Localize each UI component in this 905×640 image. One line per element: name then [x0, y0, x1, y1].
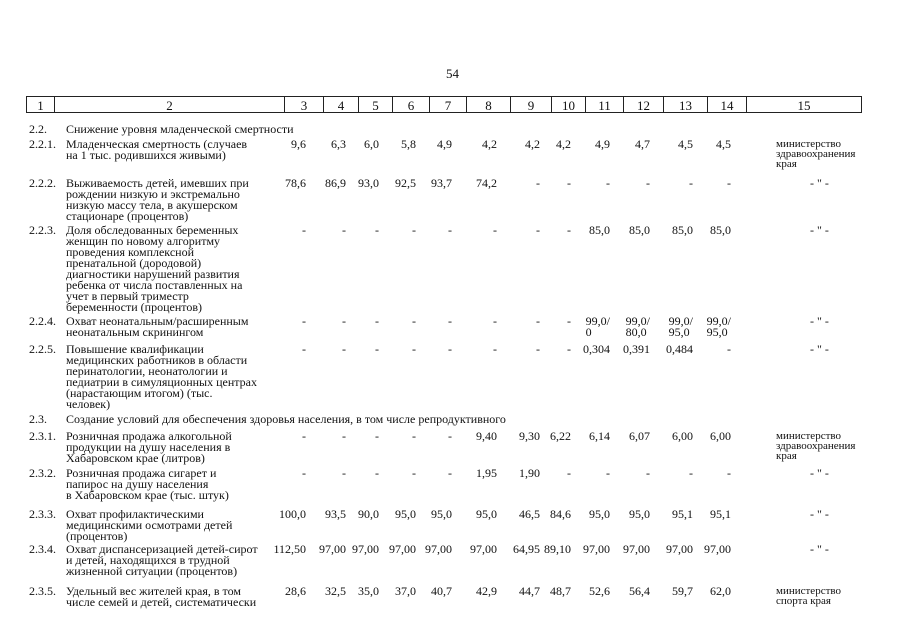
header-cell-6: 6 — [392, 96, 430, 113]
value-cell: 93,5 — [325, 507, 346, 521]
page-number: 54 — [446, 66, 459, 81]
header-cell-7: 7 — [429, 96, 467, 113]
row-number: 2.3. — [29, 412, 47, 426]
value-cell: 85,0 — [589, 223, 610, 237]
indicator-name: Охват профилактическими медицинскими осмотрами детей (процентов) — [66, 507, 233, 543]
header-cell-10: 10 — [551, 96, 586, 113]
value-cell: - — [606, 176, 610, 190]
value-cell: 9,30 — [519, 429, 540, 443]
value-cell: - — [375, 223, 379, 237]
row-number: 2.2. — [29, 122, 47, 136]
responsible-org: - " - — [810, 223, 829, 237]
value-cell: 95,0 — [431, 507, 452, 521]
value-cell: - — [302, 342, 306, 356]
value-cell: - — [302, 314, 306, 328]
value-cell: 4,5 — [678, 137, 693, 151]
value-cell: - — [727, 176, 731, 190]
row-number: 2.3.3. — [29, 507, 56, 521]
value-cell: 85,0 — [672, 223, 693, 237]
row-number: 2.2.1. — [29, 137, 56, 151]
header-cell-12: 12 — [623, 96, 664, 113]
value-cell: - — [493, 223, 497, 237]
header-cell-15: 15 — [746, 96, 862, 113]
value-cell: 6,3 — [331, 137, 346, 151]
value-cell: - — [375, 314, 379, 328]
value-cell: - — [727, 466, 731, 480]
header-cell-14: 14 — [707, 96, 747, 113]
responsible-org: министерство здравоохранения края — [776, 430, 856, 462]
value-cell: 42,9 — [476, 584, 497, 598]
value-cell: 100,0 — [279, 507, 306, 521]
indicator-name: Розничная продажа сигарет и папирос на душу населения в Хабаровском крае (тыс. штук) — [66, 466, 229, 502]
indicator-name: Младенческая смертность (случаев на 1 тыс. родившихся живыми) — [66, 137, 248, 162]
value-cell: - — [302, 466, 306, 480]
value-cell: 95,0 — [395, 507, 416, 521]
value-cell: 95,0 — [629, 507, 650, 521]
value-cell: 0,484 — [666, 342, 693, 356]
responsible-org: - " - — [810, 507, 829, 521]
table-header — [27, 96, 862, 114]
value-cell: 99,0/ 95,0 — [668, 314, 693, 339]
header-cell-1: 1 — [26, 96, 55, 113]
value-cell: 85,0 — [629, 223, 650, 237]
value-cell: 35,0 — [358, 584, 379, 598]
value-cell: - — [689, 176, 693, 190]
value-cell: 99,0/ 95,0 — [706, 314, 731, 339]
value-cell: 6,22 — [550, 429, 571, 443]
value-cell: - — [342, 342, 346, 356]
value-cell: - — [567, 314, 571, 328]
value-cell: - — [448, 342, 452, 356]
indicator-name: Охват диспансеризацией детей-сирот и детей, находящихся в трудной жизненной ситуации (процентов) — [66, 542, 258, 578]
value-cell: 5,8 — [401, 137, 416, 151]
value-cell: 56,4 — [629, 584, 650, 598]
indicator-name: Розничная продажа алкогольной продукции на душу населения в Хабаровском крае (литров) — [66, 429, 232, 465]
value-cell: - — [412, 429, 416, 443]
value-cell: 4,2 — [556, 137, 571, 151]
indicator-name: Удельный вес жителей края, в том числе семей и детей, систематически — [66, 584, 257, 609]
value-cell: 112,50 — [273, 542, 306, 556]
value-cell: - — [646, 176, 650, 190]
value-cell: 95,1 — [710, 507, 731, 521]
value-cell: 9,40 — [476, 429, 497, 443]
value-cell: 4,5 — [716, 137, 731, 151]
value-cell: - — [646, 466, 650, 480]
value-cell: 97,00 — [352, 542, 379, 556]
value-cell: 99,0/ 0 — [585, 314, 610, 339]
value-cell: 0,391 — [623, 342, 650, 356]
value-cell: - — [606, 466, 610, 480]
responsible-org: - " - — [810, 176, 829, 190]
value-cell: - — [567, 466, 571, 480]
value-cell: - — [448, 223, 452, 237]
value-cell: 97,00 — [470, 542, 497, 556]
value-cell: 97,00 — [704, 542, 731, 556]
header-cell-13: 13 — [663, 96, 708, 113]
value-cell: 95,0 — [476, 507, 497, 521]
value-cell: 85,0 — [710, 223, 731, 237]
row-number: 2.3.5. — [29, 584, 56, 598]
value-cell: 6,0 — [364, 137, 379, 151]
value-cell: 84,6 — [550, 507, 571, 521]
responsible-org: - " - — [810, 314, 829, 328]
section-title: Создание условий для обеспечения здоровья населения, в том числе репродуктивного — [66, 412, 506, 426]
value-cell: 48,7 — [550, 584, 571, 598]
value-cell: 4,2 — [482, 137, 497, 151]
header-cell-2: 2 — [54, 96, 285, 113]
value-cell: 6,00 — [710, 429, 731, 443]
value-cell: - — [536, 176, 540, 190]
value-cell: 95,0 — [589, 507, 610, 521]
value-cell: - — [536, 223, 540, 237]
value-cell: 4,9 — [437, 137, 452, 151]
value-cell: - — [342, 429, 346, 443]
indicator-name: Повышение квалификации медицинских работников в области перинатологии, неонатологии и педиатрии в симуляционных центрах (нарастающим итогом) (тыс. человек) — [66, 342, 257, 411]
indicator-name: Доля обследованных беременных женщин по новому алгоритму проведения комплексной пренатальной (дородовой) диагностики нарушений развития ребенка от числа поставленных на учет в первый триместр беременности (процентов) — [66, 223, 243, 314]
value-cell: 28,6 — [285, 584, 306, 598]
value-cell: 90,0 — [358, 507, 379, 521]
header-cell-11: 11 — [585, 96, 624, 113]
row-number: 2.3.1. — [29, 429, 56, 443]
section-title: Снижение уровня младенческой смертности — [66, 122, 294, 136]
header-cell-4: 4 — [323, 96, 359, 113]
value-cell: 40,7 — [431, 584, 452, 598]
value-cell: 46,5 — [519, 507, 540, 521]
value-cell: 97,00 — [623, 542, 650, 556]
value-cell: 1,90 — [519, 466, 540, 480]
value-cell: 6,14 — [589, 429, 610, 443]
value-cell: 97,00 — [319, 542, 346, 556]
value-cell: 59,7 — [672, 584, 693, 598]
value-cell: 97,00 — [666, 542, 693, 556]
value-cell: - — [493, 342, 497, 356]
value-cell: 64,95 — [513, 542, 540, 556]
header-cell-9: 9 — [510, 96, 552, 113]
value-cell: 95,1 — [672, 507, 693, 521]
value-cell: - — [342, 314, 346, 328]
value-cell: 86,9 — [325, 176, 346, 190]
value-cell: - — [412, 314, 416, 328]
value-cell: 6,00 — [672, 429, 693, 443]
indicator-name: Выживаемость детей, имевших при рождении низкую и экстремально низкую массу тела, в акушерском стационаре (процентов) — [66, 176, 249, 223]
value-cell: - — [375, 429, 379, 443]
value-cell: 97,00 — [583, 542, 610, 556]
value-cell: - — [412, 342, 416, 356]
value-cell: - — [302, 223, 306, 237]
value-cell: - — [448, 314, 452, 328]
header-cell-8: 8 — [466, 96, 511, 113]
value-cell: - — [567, 176, 571, 190]
value-cell: - — [727, 342, 731, 356]
row-number: 2.2.3. — [29, 223, 56, 237]
row-number: 2.2.5. — [29, 342, 56, 356]
value-cell: 9,6 — [291, 137, 306, 151]
value-cell: 4,9 — [595, 137, 610, 151]
value-cell: - — [448, 429, 452, 443]
value-cell: 97,00 — [425, 542, 452, 556]
value-cell: 78,6 — [285, 176, 306, 190]
responsible-org: министерство спорта края — [776, 585, 842, 607]
value-cell: - — [448, 466, 452, 480]
value-cell: - — [412, 223, 416, 237]
value-cell: - — [412, 466, 416, 480]
value-cell: - — [302, 429, 306, 443]
value-cell: - — [342, 466, 346, 480]
value-cell: 4,2 — [525, 137, 540, 151]
value-cell: 32,5 — [325, 584, 346, 598]
value-cell: 37,0 — [395, 584, 416, 598]
responsible-org: министерство здравоохранения края — [776, 138, 856, 170]
row-number: 2.3.4. — [29, 542, 56, 556]
value-cell: 97,00 — [389, 542, 416, 556]
value-cell: 93,0 — [358, 176, 379, 190]
value-cell: - — [567, 342, 571, 356]
value-cell: - — [375, 342, 379, 356]
value-cell: - — [567, 223, 571, 237]
value-cell: 4,7 — [635, 137, 650, 151]
value-cell: - — [536, 314, 540, 328]
value-cell: 92,5 — [395, 176, 416, 190]
row-number: 2.2.2. — [29, 176, 56, 190]
value-cell: - — [342, 223, 346, 237]
header-cell-3: 3 — [284, 96, 324, 113]
responsible-org: - " - — [810, 342, 829, 356]
value-cell: 52,6 — [589, 584, 610, 598]
value-cell: 6,07 — [629, 429, 650, 443]
value-cell: 99,0/ 80,0 — [625, 314, 650, 339]
value-cell: - — [375, 466, 379, 480]
value-cell: 62,0 — [710, 584, 731, 598]
value-cell: 89,10 — [544, 542, 571, 556]
responsible-org: - " - — [810, 542, 829, 556]
value-cell: 93,7 — [431, 176, 452, 190]
header-cell-5: 5 — [358, 96, 393, 113]
value-cell: 44,7 — [519, 584, 540, 598]
value-cell: 1,95 — [476, 466, 497, 480]
row-number: 2.3.2. — [29, 466, 56, 480]
row-number: 2.2.4. — [29, 314, 56, 328]
responsible-org: - " - — [810, 466, 829, 480]
value-cell: - — [493, 314, 497, 328]
indicator-name: Охват неонатальным/расширенным неонатальным скринингом — [66, 314, 249, 339]
value-cell: - — [536, 342, 540, 356]
value-cell: 74,2 — [476, 176, 497, 190]
value-cell: 0,304 — [583, 342, 610, 356]
value-cell: - — [689, 466, 693, 480]
